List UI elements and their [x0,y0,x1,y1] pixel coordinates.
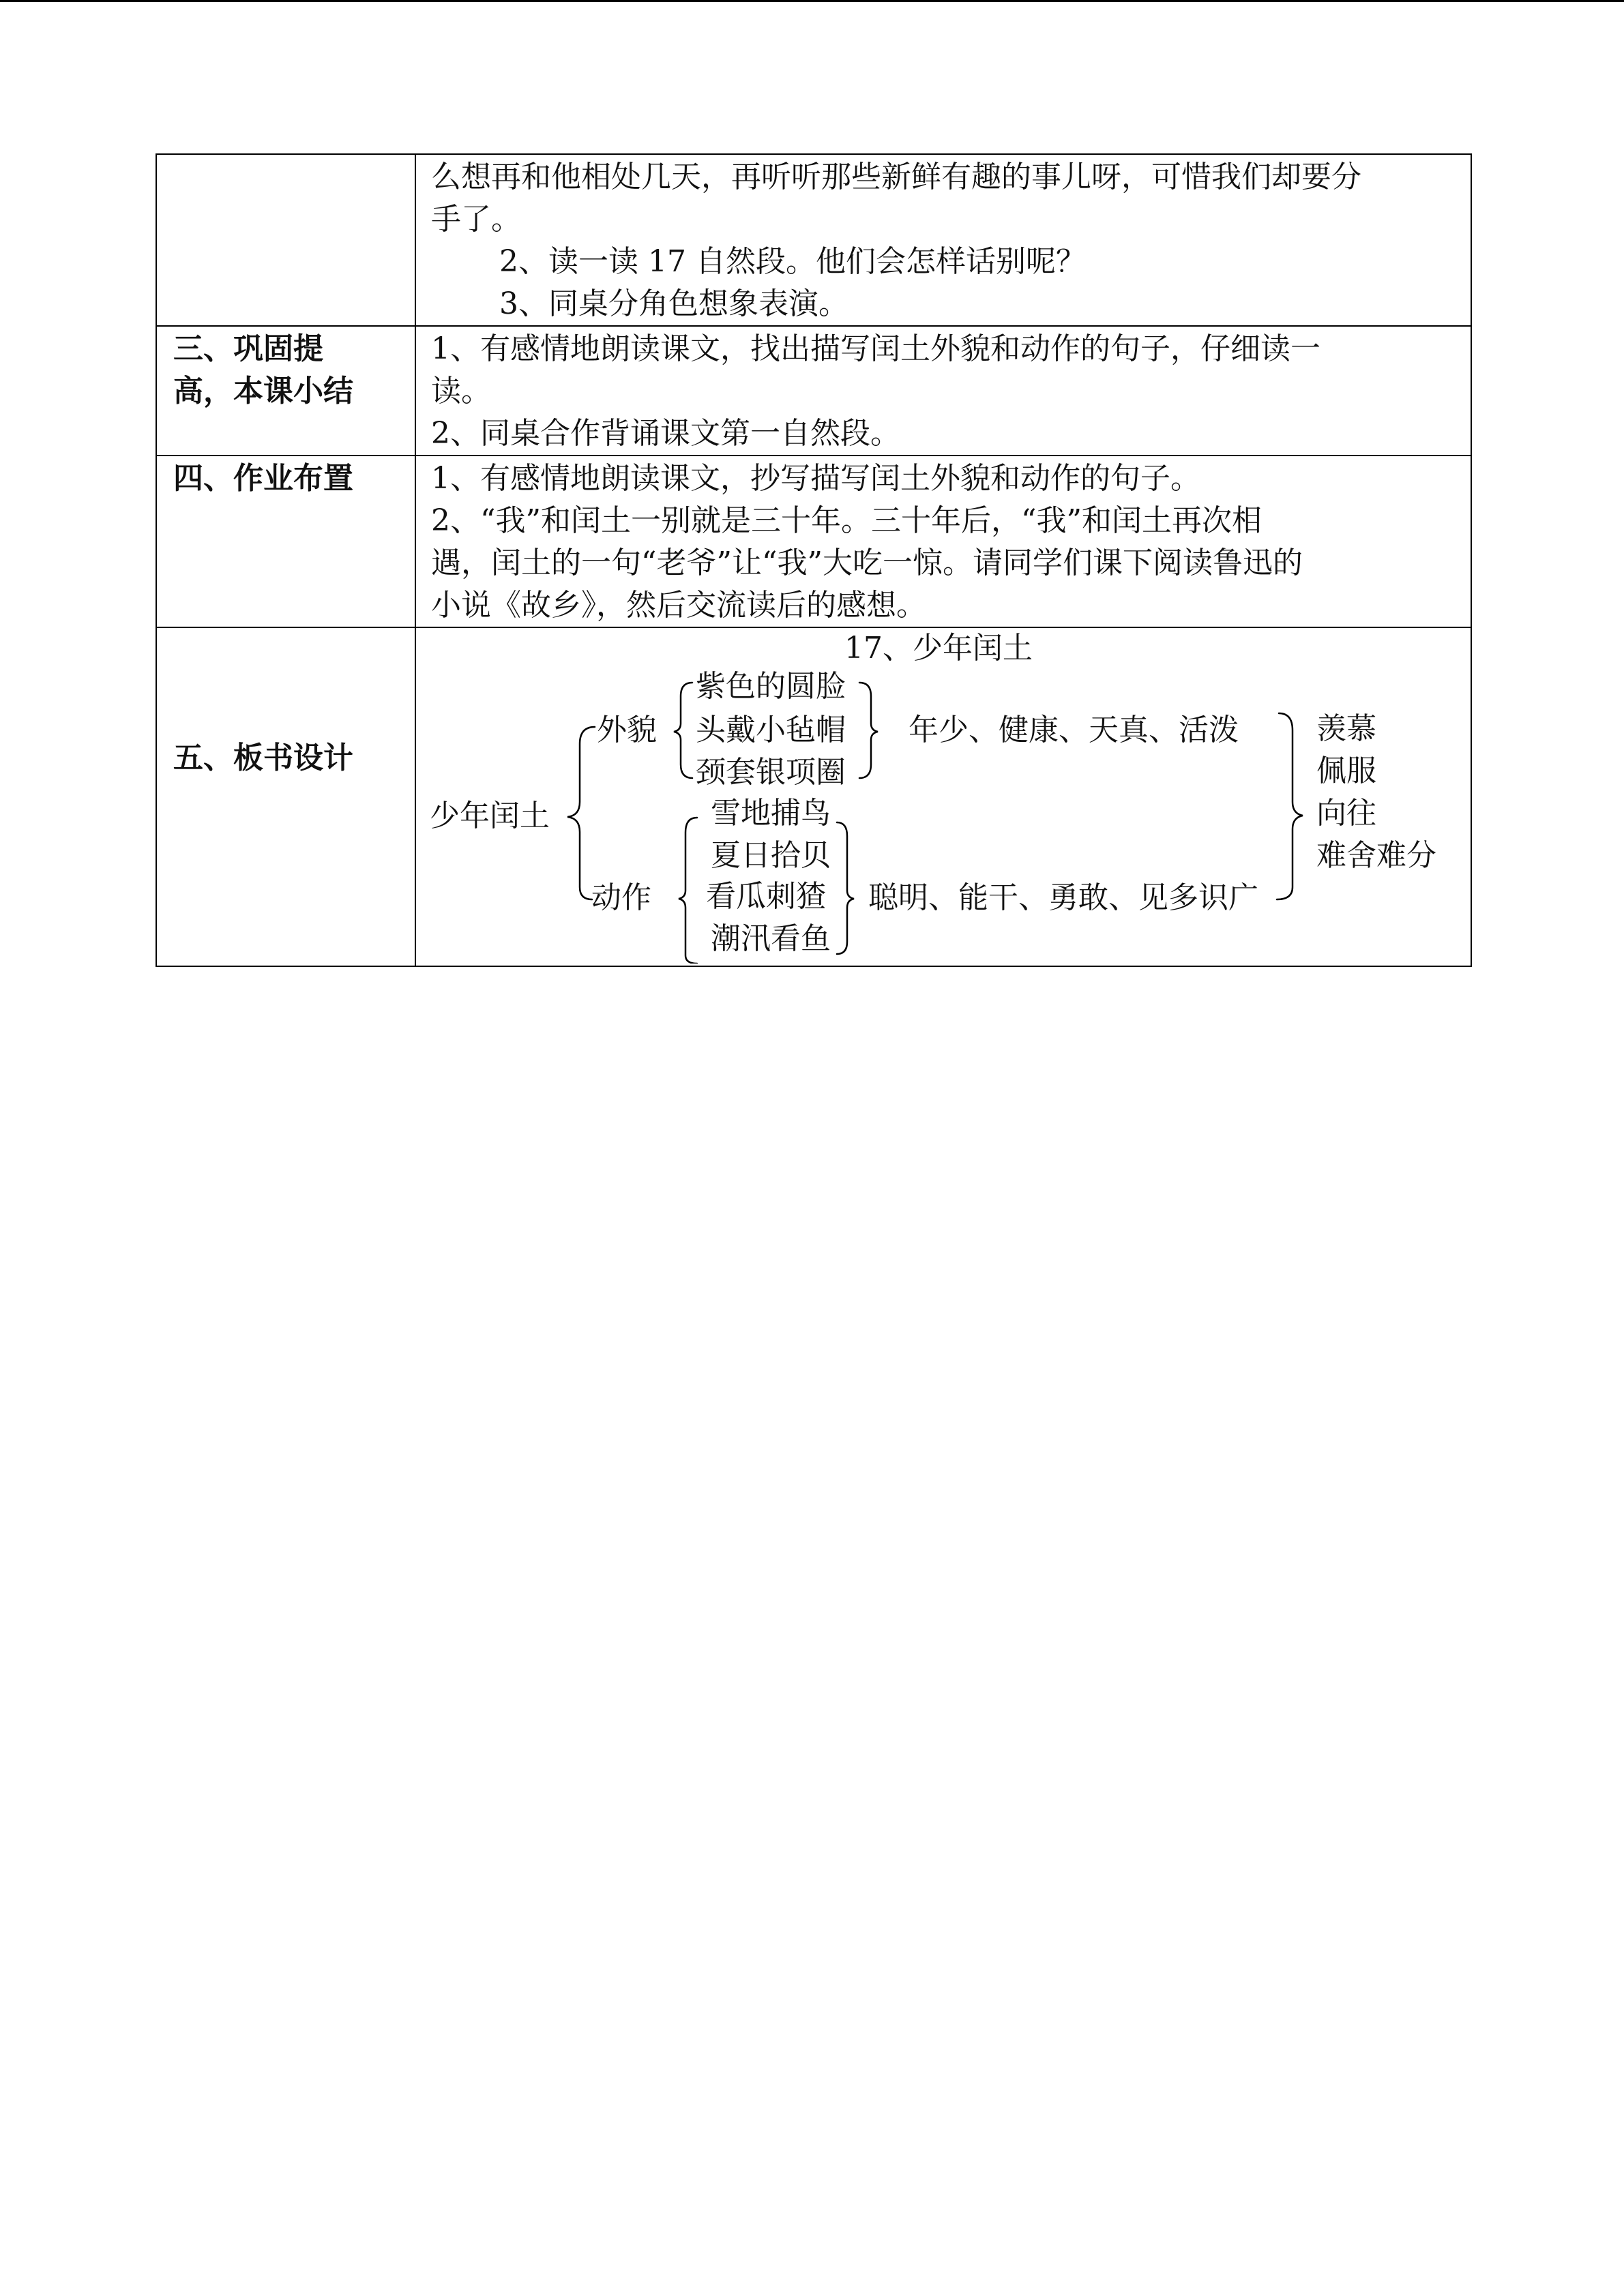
content-line: 1、有感情地朗读课文，抄写描写闰土外貌和动作的句子。 [431,461,1200,496]
feeling-item: 向往 [1316,796,1376,831]
row-label-line: 三、巩固提 [173,331,323,366]
content-line: 手了。 [431,202,521,237]
action-label: 动作 [591,880,651,915]
board-design-cell [415,627,1471,966]
feeling-item: 难舍难分 [1316,838,1436,873]
row-label: 四、作业布置 [156,456,415,627]
action-item: 潮汛看鱼 [711,921,831,956]
table-row [156,154,1471,326]
content-line: 么想再和他相处几天，再听听那些新鲜有趣的事儿呀，可惜我们却要分 [431,160,1361,194]
row-label-line: 高，本课小结 [173,374,353,408]
action-item: 看瓜刺猹 [706,879,826,914]
brace-lines [416,628,1472,964]
row-label [156,326,415,456]
appearance-label: 外貌 [597,713,657,747]
action-item: 夏日拾贝 [711,838,831,873]
content-line: 3、同桌分角色想象表演。 [499,286,848,321]
row-label-empty [156,154,415,326]
table-row [156,627,1471,966]
action-item: 雪地捕鸟 [711,796,831,831]
appearance-item: 紫色的圆脸 [696,669,846,704]
appearance-item: 颈套银项圈 [696,755,846,790]
row-content [415,154,1471,326]
table-row [156,326,1471,456]
appearance-close-brace-icon [859,683,878,778]
row-label: 五、板书设计 [156,627,415,966]
appearance-summary: 年少、健康、天真、活泼 [909,713,1239,747]
feeling-item: 羡慕 [1316,711,1376,746]
board-root: 少年闰土 [430,799,550,833]
content-line: 2、读一读 17 自然段。他们会怎样话别呢？ [499,244,1086,279]
board-design-diagram [416,628,1472,964]
content-line: 遇，闰土的一句“老爷”让“我”大吃一惊。请同学们课下阅读鲁迅的 [431,546,1303,580]
root-brace-icon [567,727,595,899]
board-title: 17、少年闰土 [844,631,1033,666]
action-summary: 聪明、能干、勇敢、见多识广 [868,880,1258,915]
feeling-item: 佩服 [1316,754,1376,788]
content-line: 小说《故乡》，然后交流读后的感想。 [431,588,926,623]
action-open-brace-icon [679,818,697,964]
summary-close-brace-icon [1277,713,1303,899]
appearance-open-brace-icon [674,683,692,778]
content-line: 2、“我”和闰土一别就是三十年。三十年后，“我”和闰土再次相 [431,503,1262,538]
content-line: 读。 [431,374,491,408]
lesson-plan-table [156,153,1472,967]
row-content [415,326,1471,456]
action-close-brace-icon [837,822,854,954]
table-row [156,456,1471,627]
appearance-item: 头戴小毡帽 [696,713,846,747]
page-top-border [0,0,1624,2]
content-line: 2、同桌合作背诵课文第一自然段。 [431,416,900,451]
row-content [415,456,1471,627]
content-line: 1、有感情地朗读课文，找出描写闰土外貌和动作的句子，仔细读一 [431,331,1320,366]
